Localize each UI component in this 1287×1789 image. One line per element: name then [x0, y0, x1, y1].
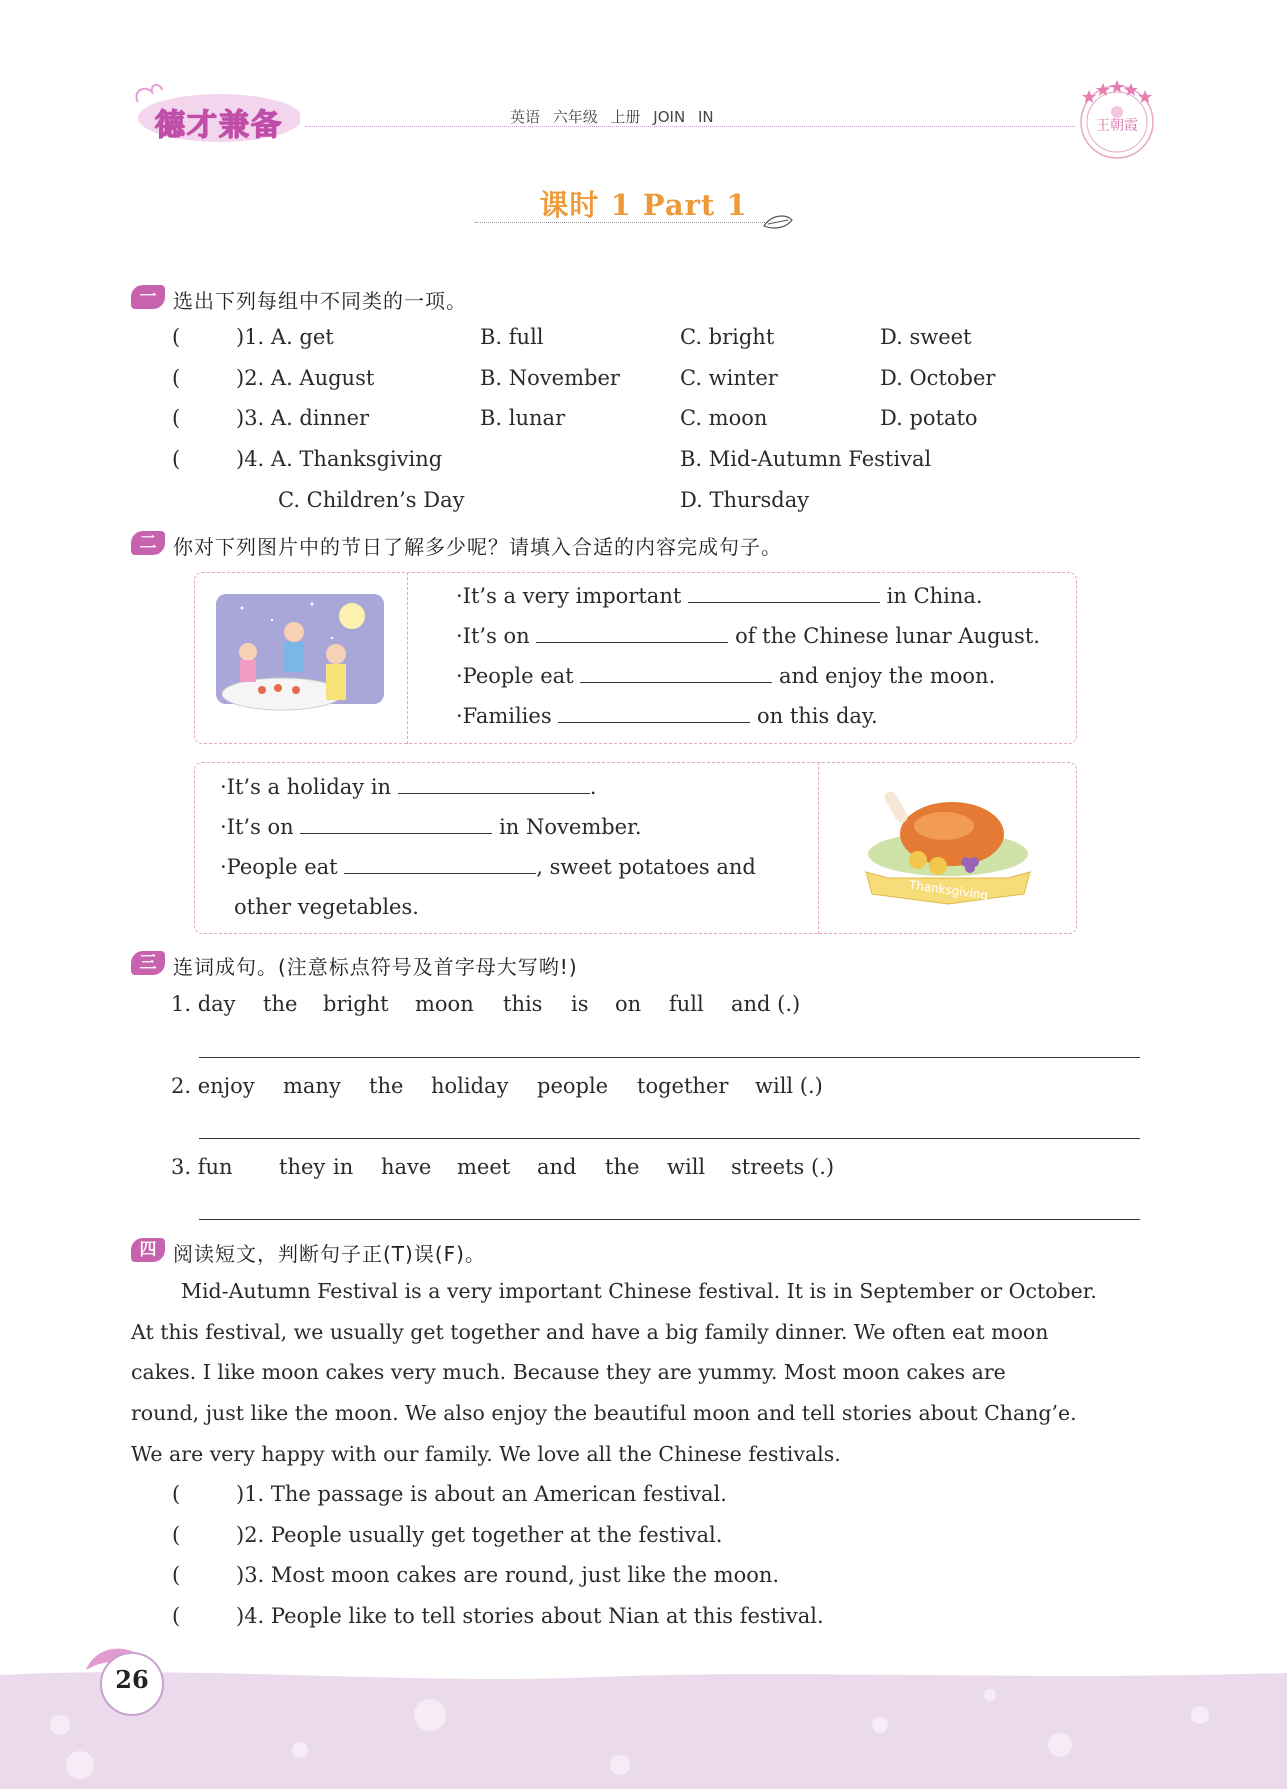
word: this [503, 992, 543, 1016]
word: together [637, 1074, 729, 1098]
leaf-icon [762, 212, 796, 232]
section-title-1: 选出下列每组中不同类的一项。 [173, 289, 467, 313]
statement: )4. People like to tell stories about Nian at this festival. [236, 1604, 824, 1628]
option-b: B. Mid-Autumn Festival [680, 447, 932, 471]
section-badge-2: 二 [131, 531, 165, 555]
option-c: C. moon [680, 406, 768, 430]
word: in [333, 1155, 354, 1179]
word: is [571, 992, 589, 1016]
word: people [537, 1074, 609, 1098]
blank-field[interactable] [580, 668, 772, 683]
word: they [279, 1155, 326, 1179]
title-underline [475, 222, 765, 223]
blank-field[interactable] [398, 779, 590, 794]
sentence-3: ·People eat and enjoy the moon. [456, 664, 996, 688]
sentence-1: ·It’s a holiday in . [220, 775, 597, 799]
section-title-3: 连词成句。(注意标点符号及首字母大写哟!) [173, 955, 578, 979]
blank-field[interactable] [558, 708, 750, 723]
section-title-4: 阅读短文，判断句子正(T)误(F)。 [173, 1242, 486, 1266]
word: moon [415, 992, 474, 1016]
word: have [381, 1155, 432, 1179]
word: meet [457, 1155, 511, 1179]
word: will [667, 1155, 706, 1179]
word: the [263, 992, 298, 1016]
word: the [605, 1155, 640, 1179]
passage-line: cakes. I like moon cakes very much. Because they are yummy. Most moon cakes are [131, 1360, 1006, 1384]
option-a: )4. A. Thanksgiving [236, 447, 443, 471]
section-badge-4: 四 [131, 1238, 165, 1262]
sentence-2: ·It’s on in November. [220, 815, 642, 839]
answer-line-2[interactable] [199, 1138, 1140, 1139]
blank-field[interactable] [344, 859, 536, 874]
option-a: )3. A. dinner [236, 406, 370, 430]
lesson-title: 课时 1 Part 1 [539, 188, 748, 222]
mid-autumn-illustration [212, 590, 388, 716]
box-divider [407, 572, 408, 744]
section-badge-3: 三 [131, 951, 165, 975]
answer-paren[interactable]: ( [172, 1604, 181, 1628]
option-c: C. winter [680, 366, 778, 390]
blank-field[interactable] [536, 628, 728, 643]
sentence-4: ·Families on this day. [456, 704, 878, 728]
word: 1. day [171, 992, 236, 1016]
option-a: )1. A. get [236, 325, 334, 349]
answer-line-3[interactable] [199, 1219, 1140, 1220]
word: 2. enjoy [171, 1074, 255, 1098]
word: many [283, 1074, 341, 1098]
answer-paren[interactable]: ( [172, 1482, 181, 1506]
passage-line: We are very happy with our family. We love all the Chinese festivals. [131, 1442, 841, 1466]
blank-field[interactable] [300, 819, 492, 834]
thanksgiving-turkey-illustration [848, 782, 1044, 912]
word: will (.) [755, 1074, 823, 1098]
word: full [669, 992, 704, 1016]
answer-paren[interactable]: ( [172, 447, 181, 471]
page-number: 26 [115, 1665, 149, 1694]
statement: )3. Most moon cakes are round, just like the moon. [236, 1563, 780, 1587]
word: and (.) [731, 992, 801, 1016]
word: holiday [431, 1074, 509, 1098]
sentence-1: ·It’s a very important in China. [456, 584, 983, 608]
blank-field[interactable] [688, 588, 880, 603]
answer-paren[interactable]: ( [172, 325, 181, 349]
word: streets (.) [731, 1155, 835, 1179]
sentence-3: ·People eat , sweet potatoes and [220, 855, 756, 879]
passage-line: round, just like the moon. We also enjoy the beautiful moon and tell stories about Chang’e. [131, 1401, 1077, 1425]
answer-paren[interactable]: ( [172, 1563, 181, 1587]
answer-paren[interactable]: ( [172, 406, 181, 430]
statement: )2. People usually get together at the festival. [236, 1523, 723, 1547]
word: and [537, 1155, 577, 1179]
option-c: C. Children’s Day [278, 488, 465, 512]
option-b: B. November [480, 366, 620, 390]
footer-wave-background [0, 1655, 1287, 1789]
statement: )1. The passage is about an American festival. [236, 1482, 727, 1506]
publisher-seal [1075, 78, 1159, 162]
logo-text: 德才兼备 [155, 108, 283, 143]
section-badge-1: 一 [131, 285, 165, 309]
option-d: D. potato [880, 406, 978, 430]
answer-line-1[interactable] [199, 1057, 1140, 1058]
word: bright [323, 992, 389, 1016]
option-b: B. lunar [480, 406, 566, 430]
passage-line: Mid-Autumn Festival is a very important Chinese festival. It is in September or October. [181, 1279, 1097, 1303]
option-d: D. October [880, 366, 996, 390]
box-divider [818, 762, 819, 934]
option-d: D. Thursday [680, 488, 810, 512]
answer-paren[interactable]: ( [172, 366, 181, 390]
sentence-4-continued: other vegetables. [234, 895, 419, 919]
section-title-2: 你对下列图片中的节日了解多少呢？请填入合适的内容完成句子。 [173, 535, 782, 559]
option-c: C. bright [680, 325, 775, 349]
option-b: B. full [480, 325, 544, 349]
answer-paren[interactable]: ( [172, 1523, 181, 1547]
book-subject: 英语 六年级 上册 JOIN IN [510, 108, 714, 126]
svg-text:Thanksgiving: Thanksgiving [908, 877, 990, 903]
passage-line: At this festival, we usually get together and have a big family dinner. We often eat moon [131, 1320, 1049, 1344]
word: 3. fun [171, 1155, 233, 1179]
word: on [615, 992, 642, 1016]
sentence-2: ·It’s on of the Chinese lunar August. [456, 624, 1040, 648]
option-d: D. sweet [880, 325, 972, 349]
word: the [369, 1074, 404, 1098]
option-a: )2. A. August [236, 366, 375, 390]
svg-text:王朝霞: 王朝霞 [1096, 118, 1138, 134]
